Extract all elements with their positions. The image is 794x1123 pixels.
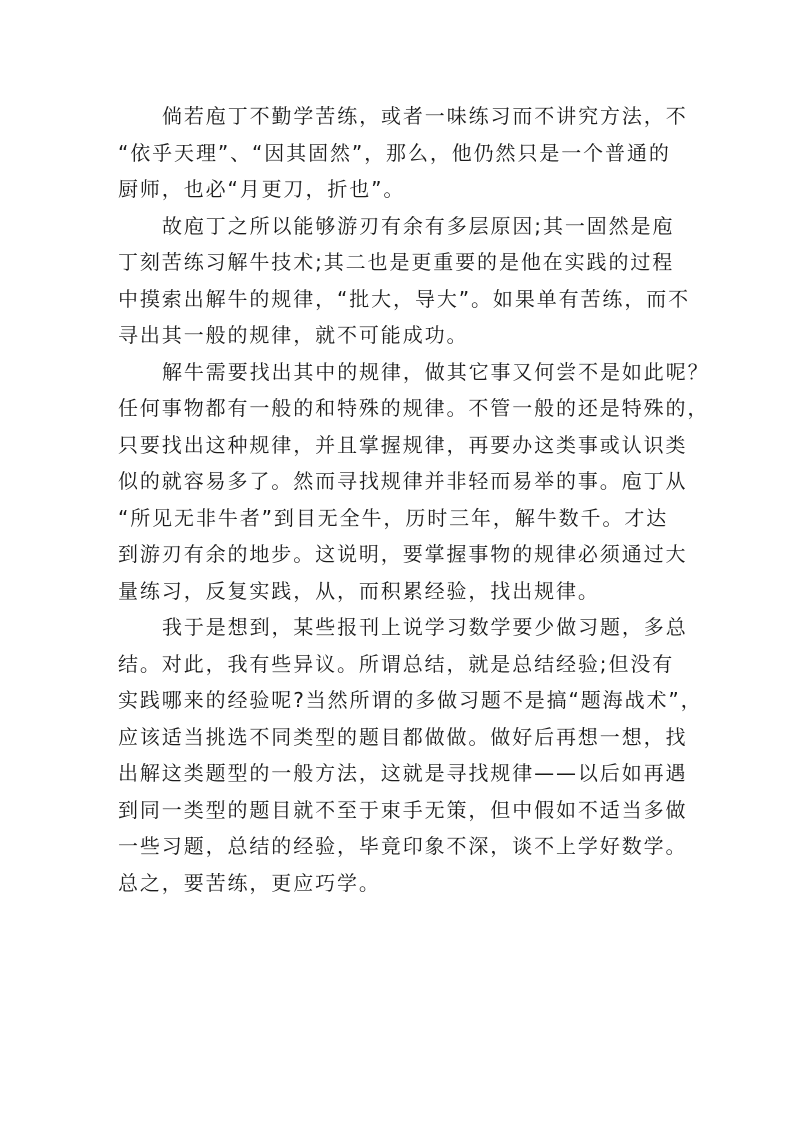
text-line: 应该适当挑选不同类型的题目都做做。做好后再想一想，找 bbox=[118, 724, 688, 749]
text-line: 厨师，也必“月更刀，折也”。 bbox=[118, 177, 406, 201]
text-line: 故庖丁之所以能够游刃有余有多层原因;其一固然是庖 bbox=[162, 213, 675, 238]
text-line: 到游刃有余的地步。这说明，要掌握事物的规律必须通过大 bbox=[118, 542, 688, 566]
paragraph-1 bbox=[118, 98, 694, 208]
text-line: 中摸索出解牛的规律，“批大，导大”。如果单有苦练，而不 bbox=[118, 286, 691, 311]
text-line: 丁刻苦练习解牛技术;其二也是更重要的是他在实践的过程 bbox=[118, 250, 675, 274]
text-line: 只要找出这种规律，并且掌握规律，再要办这类事或认识类 bbox=[118, 432, 688, 457]
paragraph-3 bbox=[118, 354, 710, 610]
document-body bbox=[118, 98, 710, 901]
paragraph-4 bbox=[118, 609, 703, 901]
text-line: “依乎天理”、“因其固然”，那么，他仍然只是一个普通的 bbox=[118, 140, 671, 165]
text-line: “所见无非牛者”到目无全牛，历时三年，解牛数千。才达 bbox=[118, 505, 669, 530]
text-line: 任何事物都有一般的和特殊的规律。不管一般的还是特殊的， bbox=[118, 396, 710, 420]
text-line: 寻出其一般的规律，就不可能成功。 bbox=[118, 323, 469, 347]
text-line: 一些习题，总结的经验，毕竟印象不深，谈不上学好数学。 bbox=[118, 834, 688, 858]
text-line: 倘若庖丁不勤学苦练，或者一味练习而不讲究方法，不 bbox=[162, 104, 688, 128]
text-line: 到同一类型的题目就不至于束手无策，但中假如不适当多做 bbox=[118, 797, 688, 822]
text-line: 实践哪来的经验呢?当然所谓的多做习题不是搞“题海战术”， bbox=[118, 688, 703, 712]
text-line: 出解这类题型的一般方法，这就是寻找规律——以后如再遇 bbox=[118, 761, 688, 785]
text-line: 结。对此，我有些异议。所谓总结，就是总结经验;但没有 bbox=[118, 651, 675, 676]
text-line: 解牛需要找出其中的规律，做其它事又何尝不是如此呢？ bbox=[162, 359, 710, 384]
text-line: 量练习，反复实践，从，而积累经验，找出规律。 bbox=[118, 578, 600, 603]
text-line: 似的就容易多了。然而寻找规律并非轻而易举的事。庖丁从 bbox=[118, 469, 688, 493]
text-line: 我于是想到，某些报刊上说学习数学要少做习题，多总 bbox=[162, 615, 688, 639]
text-line: 总之，要苦练，更应巧学。 bbox=[118, 870, 381, 895]
paragraph-2 bbox=[118, 208, 694, 354]
